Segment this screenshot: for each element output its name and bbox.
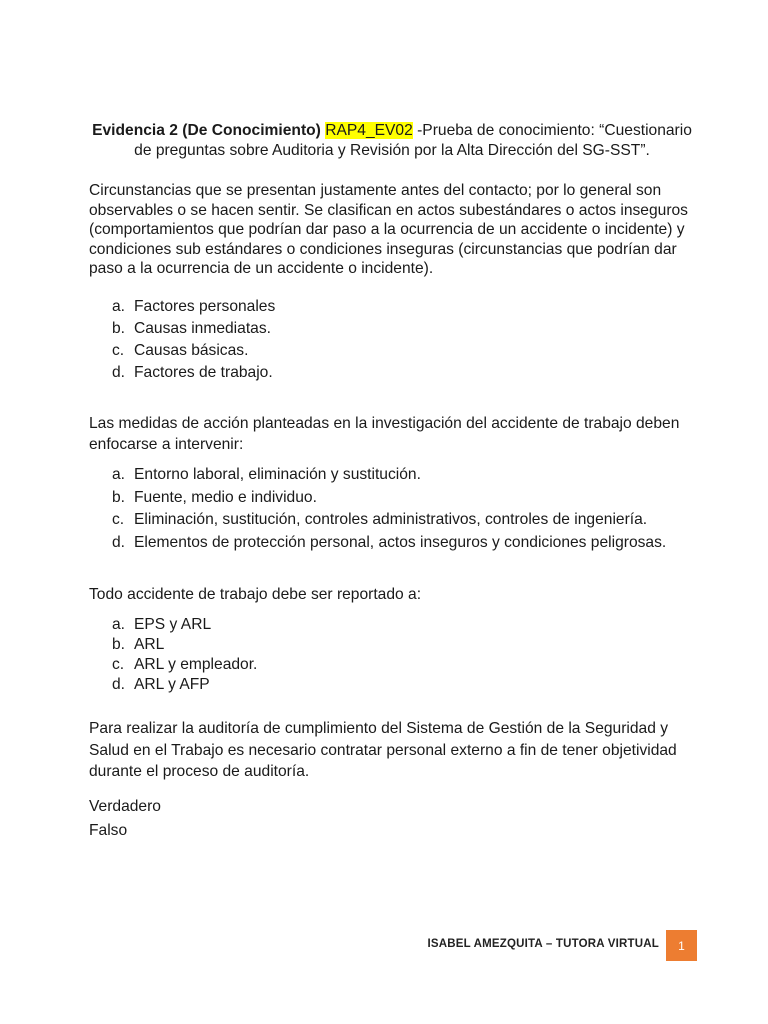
option-item bbox=[89, 635, 699, 655]
option-letter: a. bbox=[112, 616, 126, 634]
page-number-badge bbox=[666, 930, 697, 961]
question-1-text: Circunstancias que se presentan justamente antes del contacto; por lo general son observables o se hacen sentir. Se clasifican en actos subestándares o actos inseguros (comportamientos que podrían dar paso a la ocurrencia de un accidente o incidente) y condiciones sub estándares o condiciones inseguras (circunstancias que podrían dar paso a la ocurrencia de un accidente o incidente). bbox=[89, 182, 688, 277]
option-text: Causas básicas. bbox=[134, 341, 249, 359]
option-item bbox=[89, 509, 699, 531]
title-code-highlight: RAP4_EV02 bbox=[325, 122, 413, 139]
option-text: Elementos de protección personal, actos inseguros y condiciones peligrosas. bbox=[134, 533, 667, 551]
option-letter: c. bbox=[112, 511, 125, 529]
page-footer bbox=[340, 930, 697, 961]
option-letter: d. bbox=[112, 675, 126, 693]
question-2-text: Las medidas de acción planteadas en la investigación del accidente de trabajo deben enfocarse a intervenir: bbox=[89, 415, 680, 454]
option-text: ARL y empleador. bbox=[134, 655, 258, 673]
question-3-text: Todo accidente de trabajo debe ser reportado a: bbox=[89, 585, 422, 603]
footer-author: ISABEL AMEZQUITA – TUTORA VIRTUAL bbox=[427, 938, 659, 950]
option-item bbox=[89, 296, 699, 318]
option-text: EPS y ARL bbox=[134, 616, 212, 634]
question-1-options bbox=[89, 296, 699, 385]
question-3-options bbox=[89, 615, 699, 694]
option-text: Factores de trabajo. bbox=[134, 364, 273, 382]
option-item bbox=[89, 464, 699, 486]
option-letter: d. bbox=[112, 364, 126, 382]
option-letter: b. bbox=[112, 488, 126, 506]
option-item bbox=[89, 675, 699, 695]
option-letter: d. bbox=[112, 533, 126, 551]
option-item bbox=[89, 615, 699, 635]
option-item bbox=[89, 318, 699, 340]
option-letter: c. bbox=[112, 341, 125, 359]
answer-false: Falso bbox=[89, 821, 128, 839]
option-text: ARL bbox=[134, 636, 165, 654]
document-body bbox=[89, 121, 699, 842]
document-title bbox=[85, 121, 699, 160]
option-letter: a. bbox=[112, 297, 126, 315]
option-text: Entorno laboral, eliminación y sustitución. bbox=[134, 466, 421, 484]
option-text: ARL y AFP bbox=[134, 675, 210, 693]
option-text: Eliminación, sustitución, controles administrativos, controles de ingeniería. bbox=[134, 511, 648, 529]
option-text: Factores personales bbox=[134, 297, 276, 315]
option-item bbox=[89, 532, 699, 554]
option-text: Causas inmediatas. bbox=[134, 319, 271, 337]
option-text: Fuente, medio e individuo. bbox=[134, 488, 317, 506]
option-item bbox=[89, 655, 699, 675]
option-item bbox=[89, 362, 699, 384]
option-letter: c. bbox=[112, 655, 125, 673]
option-letter: b. bbox=[112, 636, 126, 654]
option-item bbox=[89, 487, 699, 509]
question-2-options bbox=[89, 464, 699, 554]
title-bold: Evidencia 2 (De Conocimiento) bbox=[92, 122, 321, 139]
option-letter: b. bbox=[112, 319, 126, 337]
option-item bbox=[89, 340, 699, 362]
true-false-answers bbox=[89, 795, 699, 842]
question-4-text: Para realizar la auditoría de cumplimiento del Sistema de Gestión de la Seguridad y Salud en el Trabajo es necesario contratar personal externo a fin de tener objetividad durante el proceso de auditoría. bbox=[89, 720, 677, 781]
title-rest: -Prueba de conocimiento: “Cuestionario de preguntas sobre Auditoria y Revisión por la Alta Dirección del SG-SST”. bbox=[134, 122, 692, 159]
page-number: 1 bbox=[678, 938, 685, 953]
answer-true: Verdadero bbox=[89, 798, 161, 816]
option-letter: a. bbox=[112, 466, 126, 484]
